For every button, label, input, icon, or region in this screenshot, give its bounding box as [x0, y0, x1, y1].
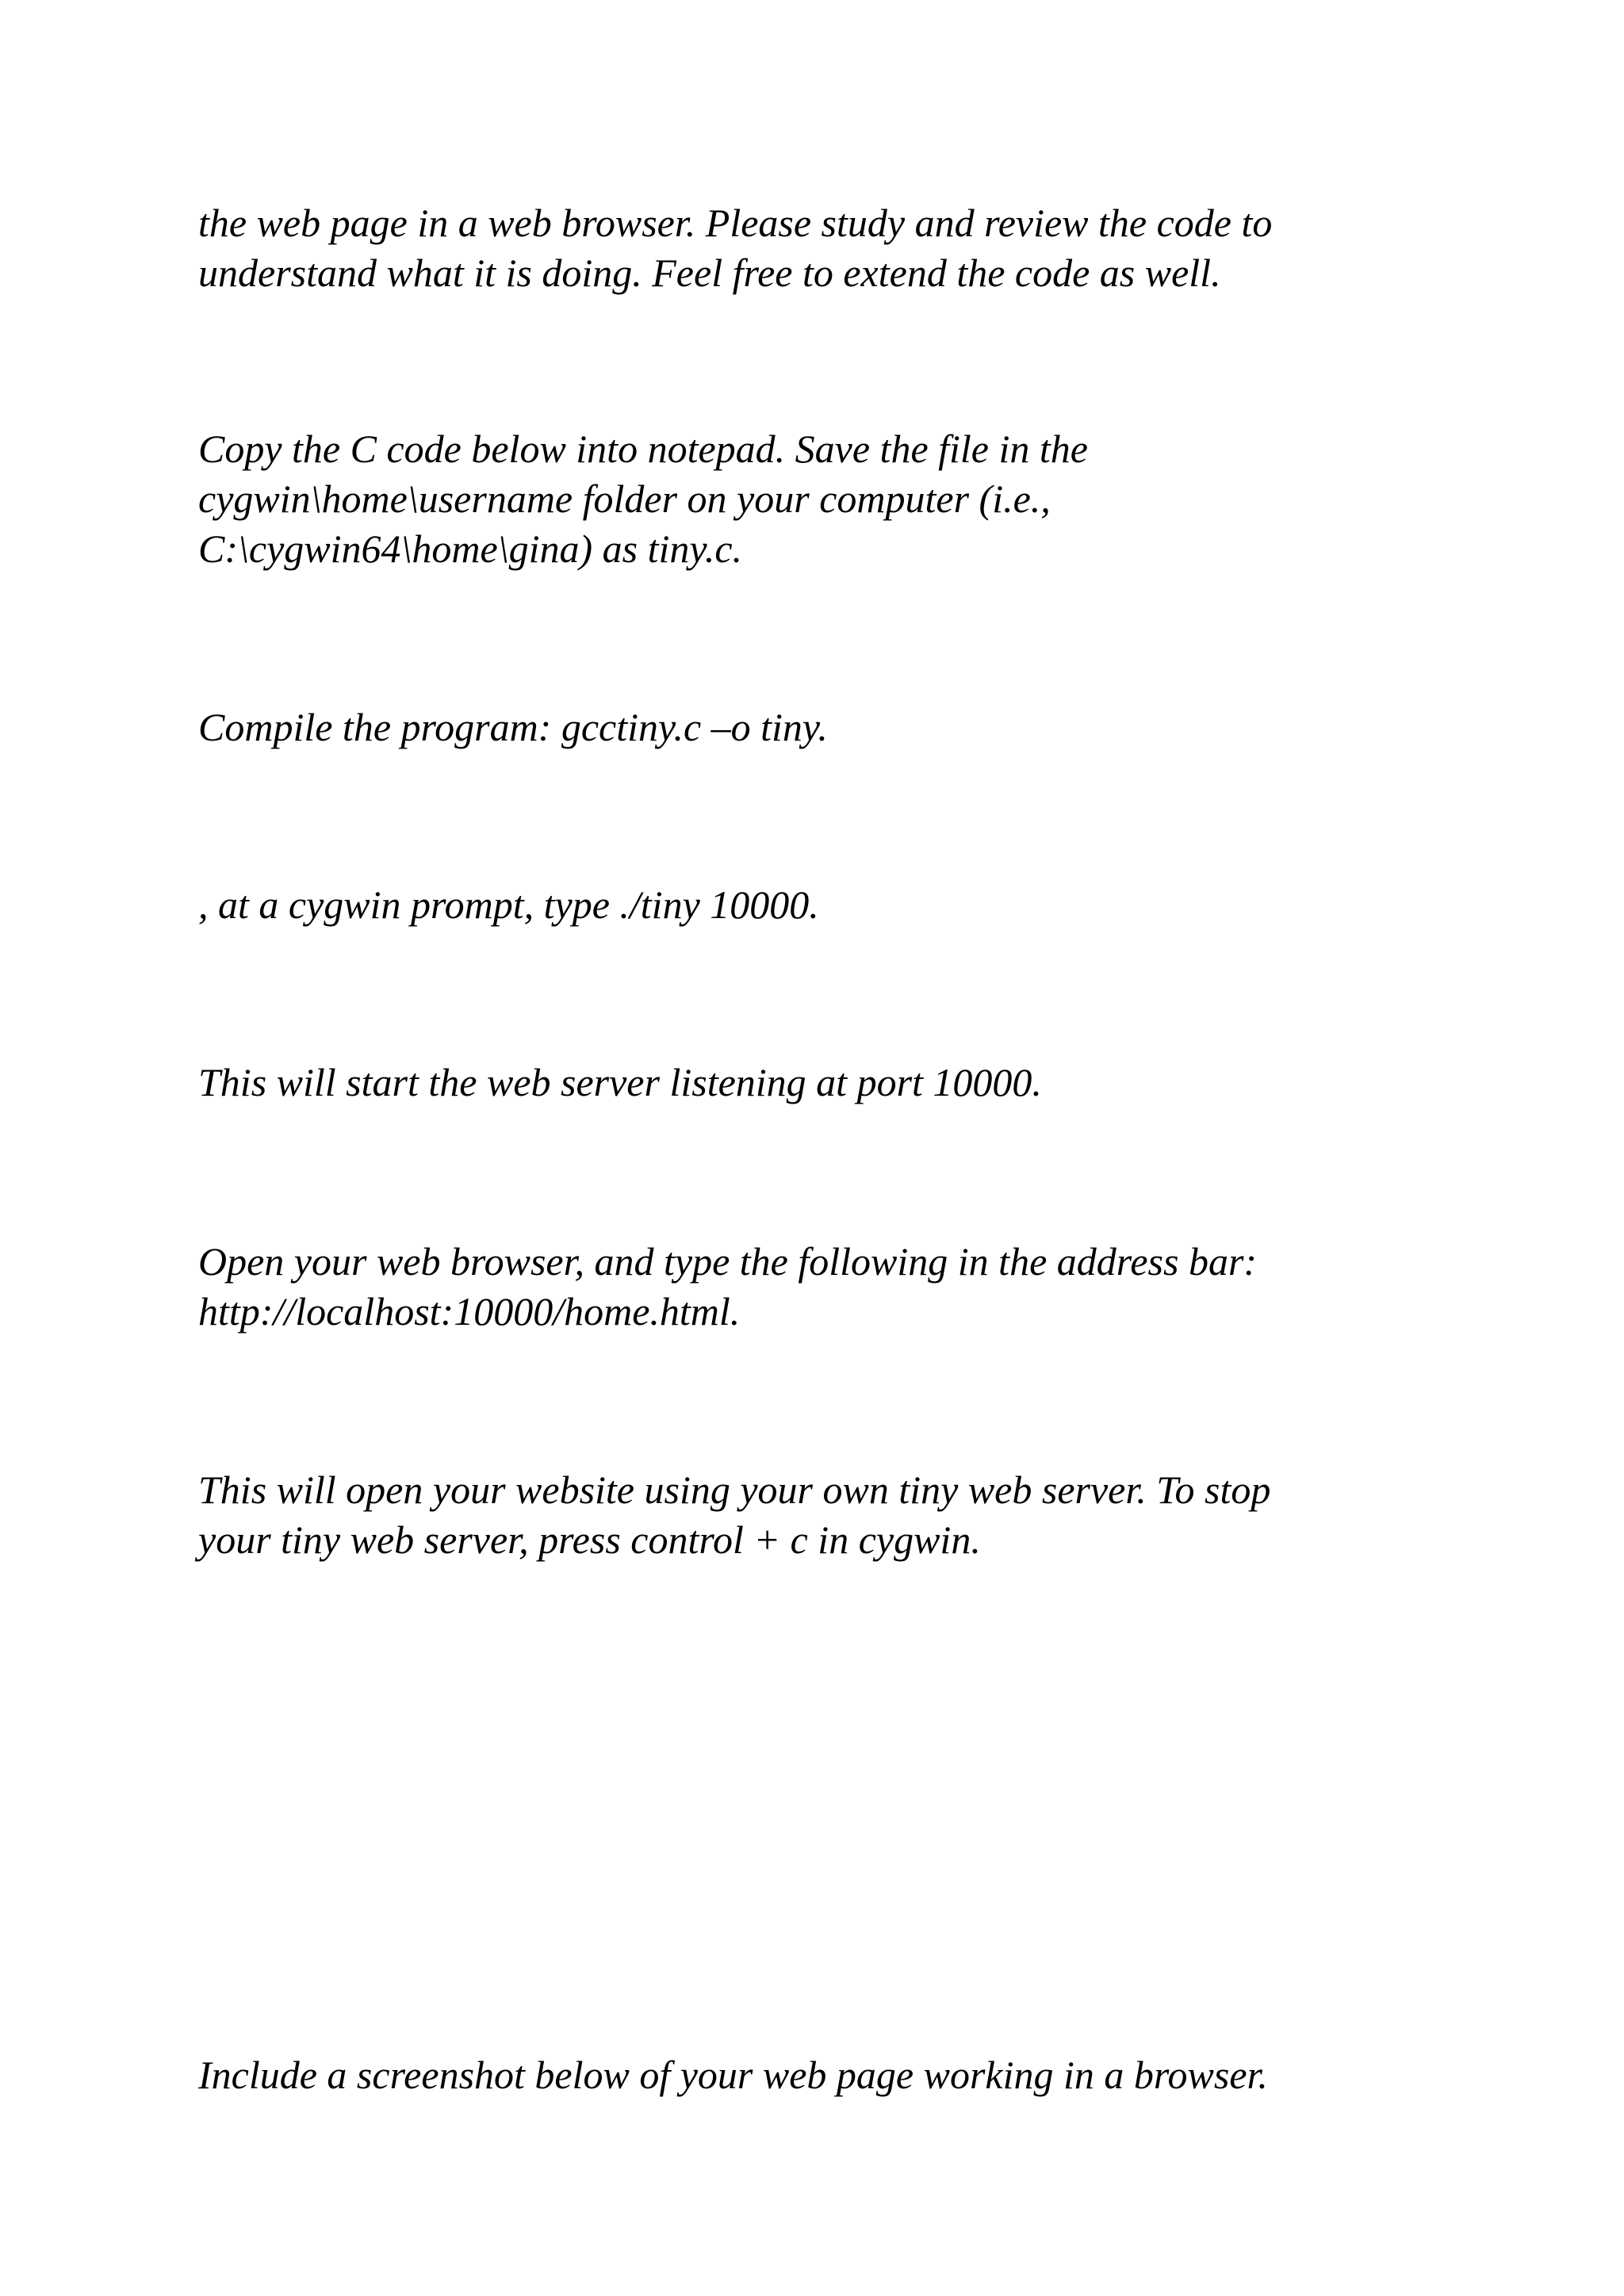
server-start-note: [198, 1058, 1435, 1108]
text-line: cygwin\home\username folder on your computer (i.e.,: [198, 476, 1051, 521]
text-line: This will open your website using your own tiny web server. To stop: [198, 1468, 1271, 1512]
text-line: , at a cygwin prompt, type ./tiny 10000.: [198, 882, 819, 927]
open-browser-instruction: [198, 1237, 1435, 1337]
screenshot-instruction: [198, 2050, 1435, 2100]
text-line: Open your web browser, and type the following in the address bar:: [198, 1239, 1258, 1284]
text-line: understand what it is doing. Feel free to extend the code as well.: [198, 251, 1221, 295]
text-line: Compile the program: gcctiny.c –o tiny.: [198, 705, 828, 749]
run-instruction: [198, 880, 1435, 930]
text-line: the web page in a web browser. Please study and review the code to: [198, 201, 1273, 245]
compile-instruction: [198, 702, 1435, 752]
text-line: C:\cygwin64\home\gina) as tiny.c.: [198, 526, 743, 571]
text-line: http://localhost:10000/home.html.: [198, 1289, 741, 1334]
text-line: Copy the C code below into notepad. Save the file in the: [198, 427, 1088, 471]
text-line: This will start the web server listening at port 10000.: [198, 1060, 1042, 1104]
copy-code-instruction: [198, 424, 1435, 574]
intro-paragraph: [198, 198, 1435, 298]
text-line: Include a screenshot below of your web page working in a browser.: [198, 2053, 1268, 2097]
stop-server-note: [198, 1465, 1435, 1565]
text-line: your tiny web server, press control + c in cygwin.: [198, 1517, 981, 1562]
